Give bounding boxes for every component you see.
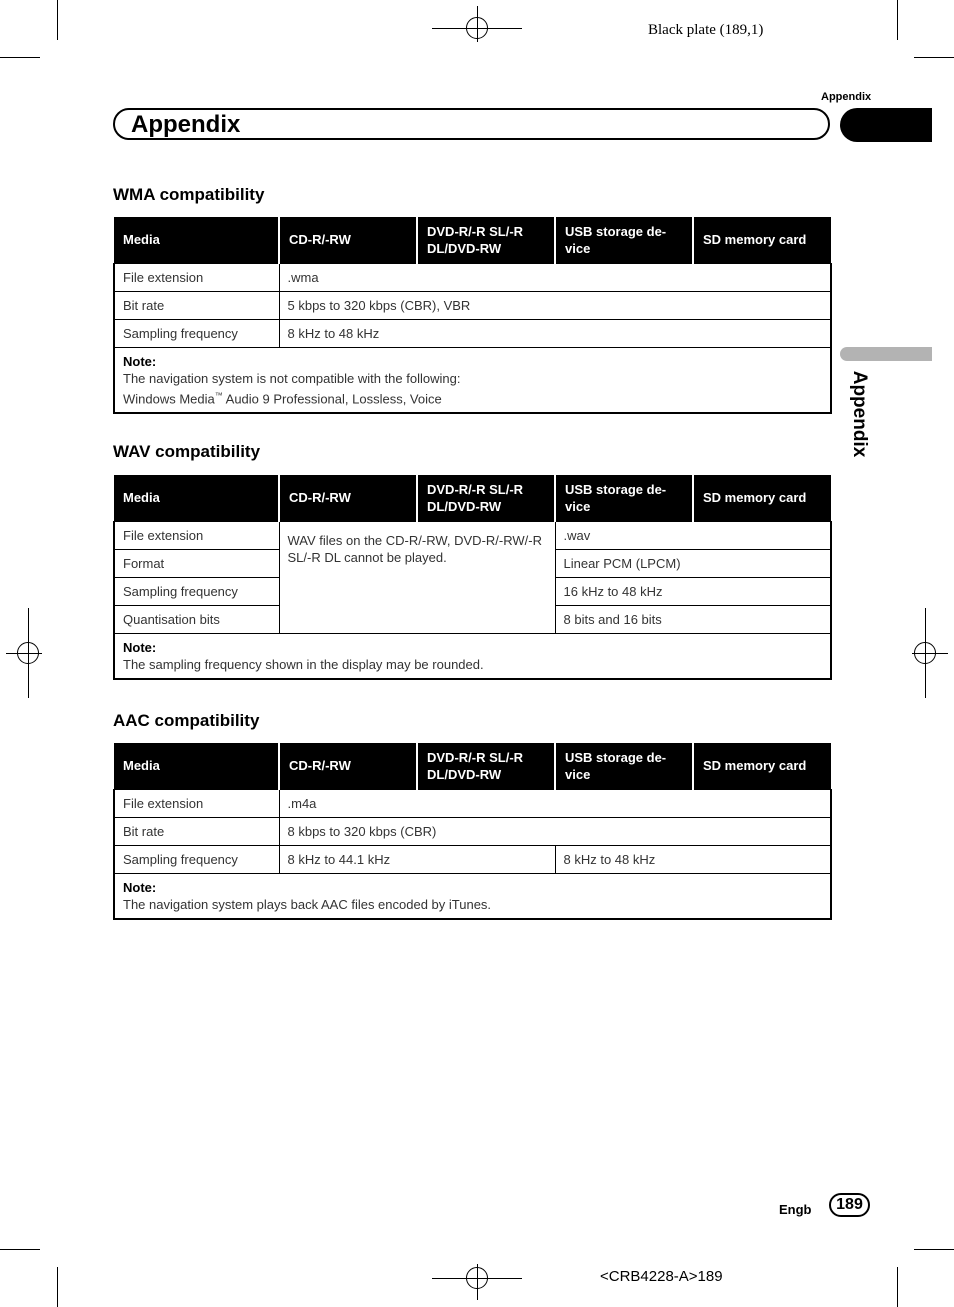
note-row [114,633,831,679]
wav-table [113,475,832,680]
row-label: Format [114,549,279,577]
row-label: Sampling frequency [114,577,279,605]
page-number: 189 [829,1193,870,1217]
side-tab [840,347,932,361]
crop-mark [914,57,954,58]
note-cell [114,873,831,919]
table-row [114,319,831,347]
note-row [114,873,831,919]
crop-mark [897,0,898,40]
trademark-symbol: ™ [214,390,223,400]
column-header: SD memory card [693,475,831,521]
row-label: Sampling frequency [114,845,279,873]
registration-mark [914,642,936,664]
column-header: USB storage de- vice [555,743,693,789]
row-value: 8 kHz to 48 kHz [555,845,831,873]
column-header: USB storage de- vice [555,217,693,263]
column-header: DVD-R/-R SL/-R DL/DVD-RW [417,743,555,789]
column-header: CD-R/-RW [279,743,417,789]
row-value: 8 kHz to 48 kHz [279,319,831,347]
table-row [114,263,831,291]
row-value: .wav [555,521,831,549]
column-header: DVD-R/-R SL/-R DL/DVD-RW [417,217,555,263]
aac-heading: AAC compatibility [113,711,260,730]
note-row [114,347,831,413]
column-header: SD memory card [693,743,831,789]
wav-heading: WAV compatibility [113,442,261,461]
crop-mark [0,1249,40,1250]
row-label: File extension [114,789,279,817]
row-value: 8 bits and 16 bits [555,605,831,633]
column-header: CD-R/-RW [279,475,417,521]
registration-mark [466,1267,488,1289]
note-title: Note: [123,353,157,369]
row-value: 5 kbps to 320 kbps (CBR), VBR [279,291,831,319]
row-label: File extension [114,521,279,549]
registration-mark [466,17,488,39]
crop-mark [57,1267,58,1307]
table-row [114,845,831,873]
crop-mark [914,1249,954,1250]
table-row [114,291,831,319]
note-text: The sampling frequency shown in the display may be rounded. [123,656,484,672]
crop-mark [0,57,40,58]
table-row [114,817,831,845]
note-cell [114,347,831,413]
wma-table [113,217,832,414]
page-title: Appendix [131,111,241,138]
table-header-row [114,475,831,521]
row-value: .m4a [279,789,831,817]
crop-mark [57,0,58,40]
row-label: Quantisation bits [114,605,279,633]
row-label: Sampling frequency [114,319,279,347]
registration-mark [17,642,39,664]
aac-table [113,743,832,920]
document-code: <CRB4228-A>189 [600,1268,723,1285]
column-header: DVD-R/-R SL/-R DL/DVD-RW [417,475,555,521]
title-banner [113,108,830,140]
row-value: 8 kHz to 44.1 kHz [279,845,555,873]
side-section-label: Appendix [849,370,870,458]
row-value: 16 kHz to 48 kHz [555,577,831,605]
language-label: Engb [779,1202,812,1217]
column-header: USB storage de- vice [555,475,693,521]
row-label: File extension [114,263,279,291]
table-header-row [114,217,831,263]
plate-label: Black plate (189,1) [648,22,764,38]
table-row [114,521,831,549]
row-label: Bit rate [114,817,279,845]
column-header: Media [114,217,279,263]
note-title: Note: [123,879,157,895]
column-header: Media [114,743,279,789]
crop-mark [897,1267,898,1307]
chapter-tab [840,108,932,142]
table-header-row [114,743,831,789]
wma-heading: WMA compatibility [113,185,265,204]
table-row [114,789,831,817]
row-value: 8 kbps to 320 kbps (CBR) [279,817,831,845]
note-text: The navigation system is not compatible with the following: [123,370,461,386]
note-cell [114,633,831,679]
note-text: The navigation system plays back AAC files encoded by iTunes. [123,896,492,912]
row-label: Bit rate [114,291,279,319]
header-section-label: Appendix [821,91,872,103]
column-header: SD memory card [693,217,831,263]
note-title: Note: [123,639,157,655]
note-text: Audio 9 Professional, Lossless, Voice [222,390,442,406]
row-value: Linear PCM (LPCM) [555,549,831,577]
row-value: .wma [279,263,831,291]
note-text: Windows Media [123,390,215,406]
row-value: WAV files on the CD-R/-RW, DVD-R/-RW/-R SL/-R DL cannot be played. [279,521,555,633]
column-header: Media [114,475,279,521]
column-header: CD-R/-RW [279,217,417,263]
